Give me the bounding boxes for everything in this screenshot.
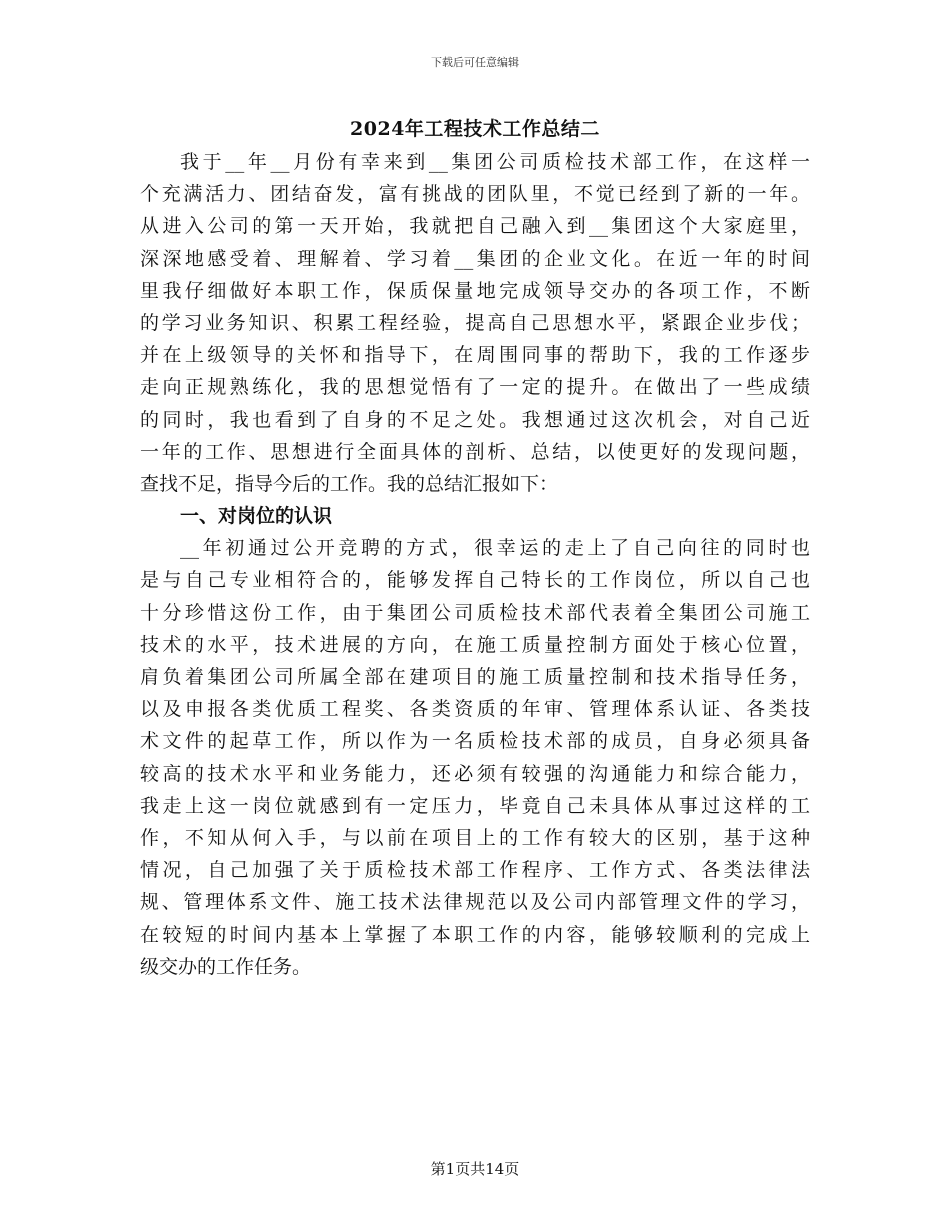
paragraph-line: 规、管理体系文件、施工技术法律规范以及公司内部管理文件的学习， (140, 891, 810, 914)
page-number: 第1页共14页 (430, 1160, 520, 1178)
page-header-note: 下载后可任意编辑 (431, 56, 519, 69)
paragraph-line: 我于__年__月份有幸来到__集团公司质检技术部工作，在这样一 (180, 151, 810, 173)
paragraph-line: 肩负着集团公司所属全部在建项目的施工质量控制和技术指导任务， (140, 666, 810, 688)
paragraph-line: 术文件的起草工作，所以作为一名质检技术部的成员，自身必须具备 (140, 730, 810, 753)
paragraph-line: 技术的水平，技术进展的方向，在施工质量控制方面处于核心位置， (140, 633, 810, 656)
paragraph-line: 并在上级领导的关怀和指导下，在周围同事的帮助下，我的工作逐步 (140, 344, 810, 367)
document-title: 2024年工程技术工作总结二 (350, 118, 600, 140)
paragraph-line: 走向正规熟练化，我的思想觉悟有了一定的提升。在做出了一些成绩 (140, 376, 810, 399)
paragraph-line: __年初通过公开竞聘的方式，很幸运的走上了自己向往的同时也 (180, 537, 810, 560)
paragraph-line: 在较短的时间内基本上掌握了本职工作的内容，能够较顺利的完成上 (140, 923, 810, 946)
paragraph-line: 一年的工作、思想进行全面具体的剖析、总结，以使更好的发现问题， (140, 440, 810, 463)
paragraph-line: 从进入公司的第一天开始，我就把自己融入到__集团这个大家庭里， (140, 215, 810, 238)
paragraph-line: 较高的技术水平和业务能力，还必须有较强的沟通能力和综合能力， (140, 762, 810, 785)
paragraph-line: 查找不足，指导今后的工作。我的总结汇报如下： (140, 472, 559, 495)
section-heading: 一、对岗位的认识 (180, 505, 333, 528)
paragraph-line: 里我仔细做好本职工作，保质保量地完成领导交办的各项工作，不断 (140, 279, 810, 302)
paragraph-line: 个充满活力、团结奋发，富有挑战的团队里，不觉已经到了新的一年。 (140, 183, 810, 206)
paragraph-line: 级交办的工作任务。 (140, 955, 312, 978)
document-body (140, 146, 810, 983)
paragraph-line: 作，不知从何入手，与以前在项目上的工作有较大的区别，基于这种 (140, 826, 810, 849)
paragraph-line: 以及申报各类优质工程奖、各类资质的年审、管理体系认证、各类技 (140, 698, 810, 721)
paragraph-line: 深深地感受着、理解着、学习着__集团的企业文化。在近一年的时间 (140, 247, 810, 270)
paragraph-line: 情况，自己加强了关于质检技术部工作程序、工作方式、各类法律法 (140, 859, 810, 882)
paragraph-line: 十分珍惜这份工作，由于集团公司质检技术部代表着全集团公司施工 (140, 601, 810, 624)
paragraph-line: 的学习业务知识、积累工程经验，提高自己思想水平，紧跟企业步伐； (140, 311, 810, 334)
paragraph-line: 是与自己专业相符合的，能够发挥自己特长的工作岗位，所以自己也 (140, 569, 810, 592)
paragraph-line: 的同时，我也看到了自身的不足之处。我想通过这次机会，对自己近 (140, 408, 810, 431)
paragraph-line: 我走上这一岗位就感到有一定压力，毕竟自己未具体从事过这样的工 (140, 794, 810, 817)
